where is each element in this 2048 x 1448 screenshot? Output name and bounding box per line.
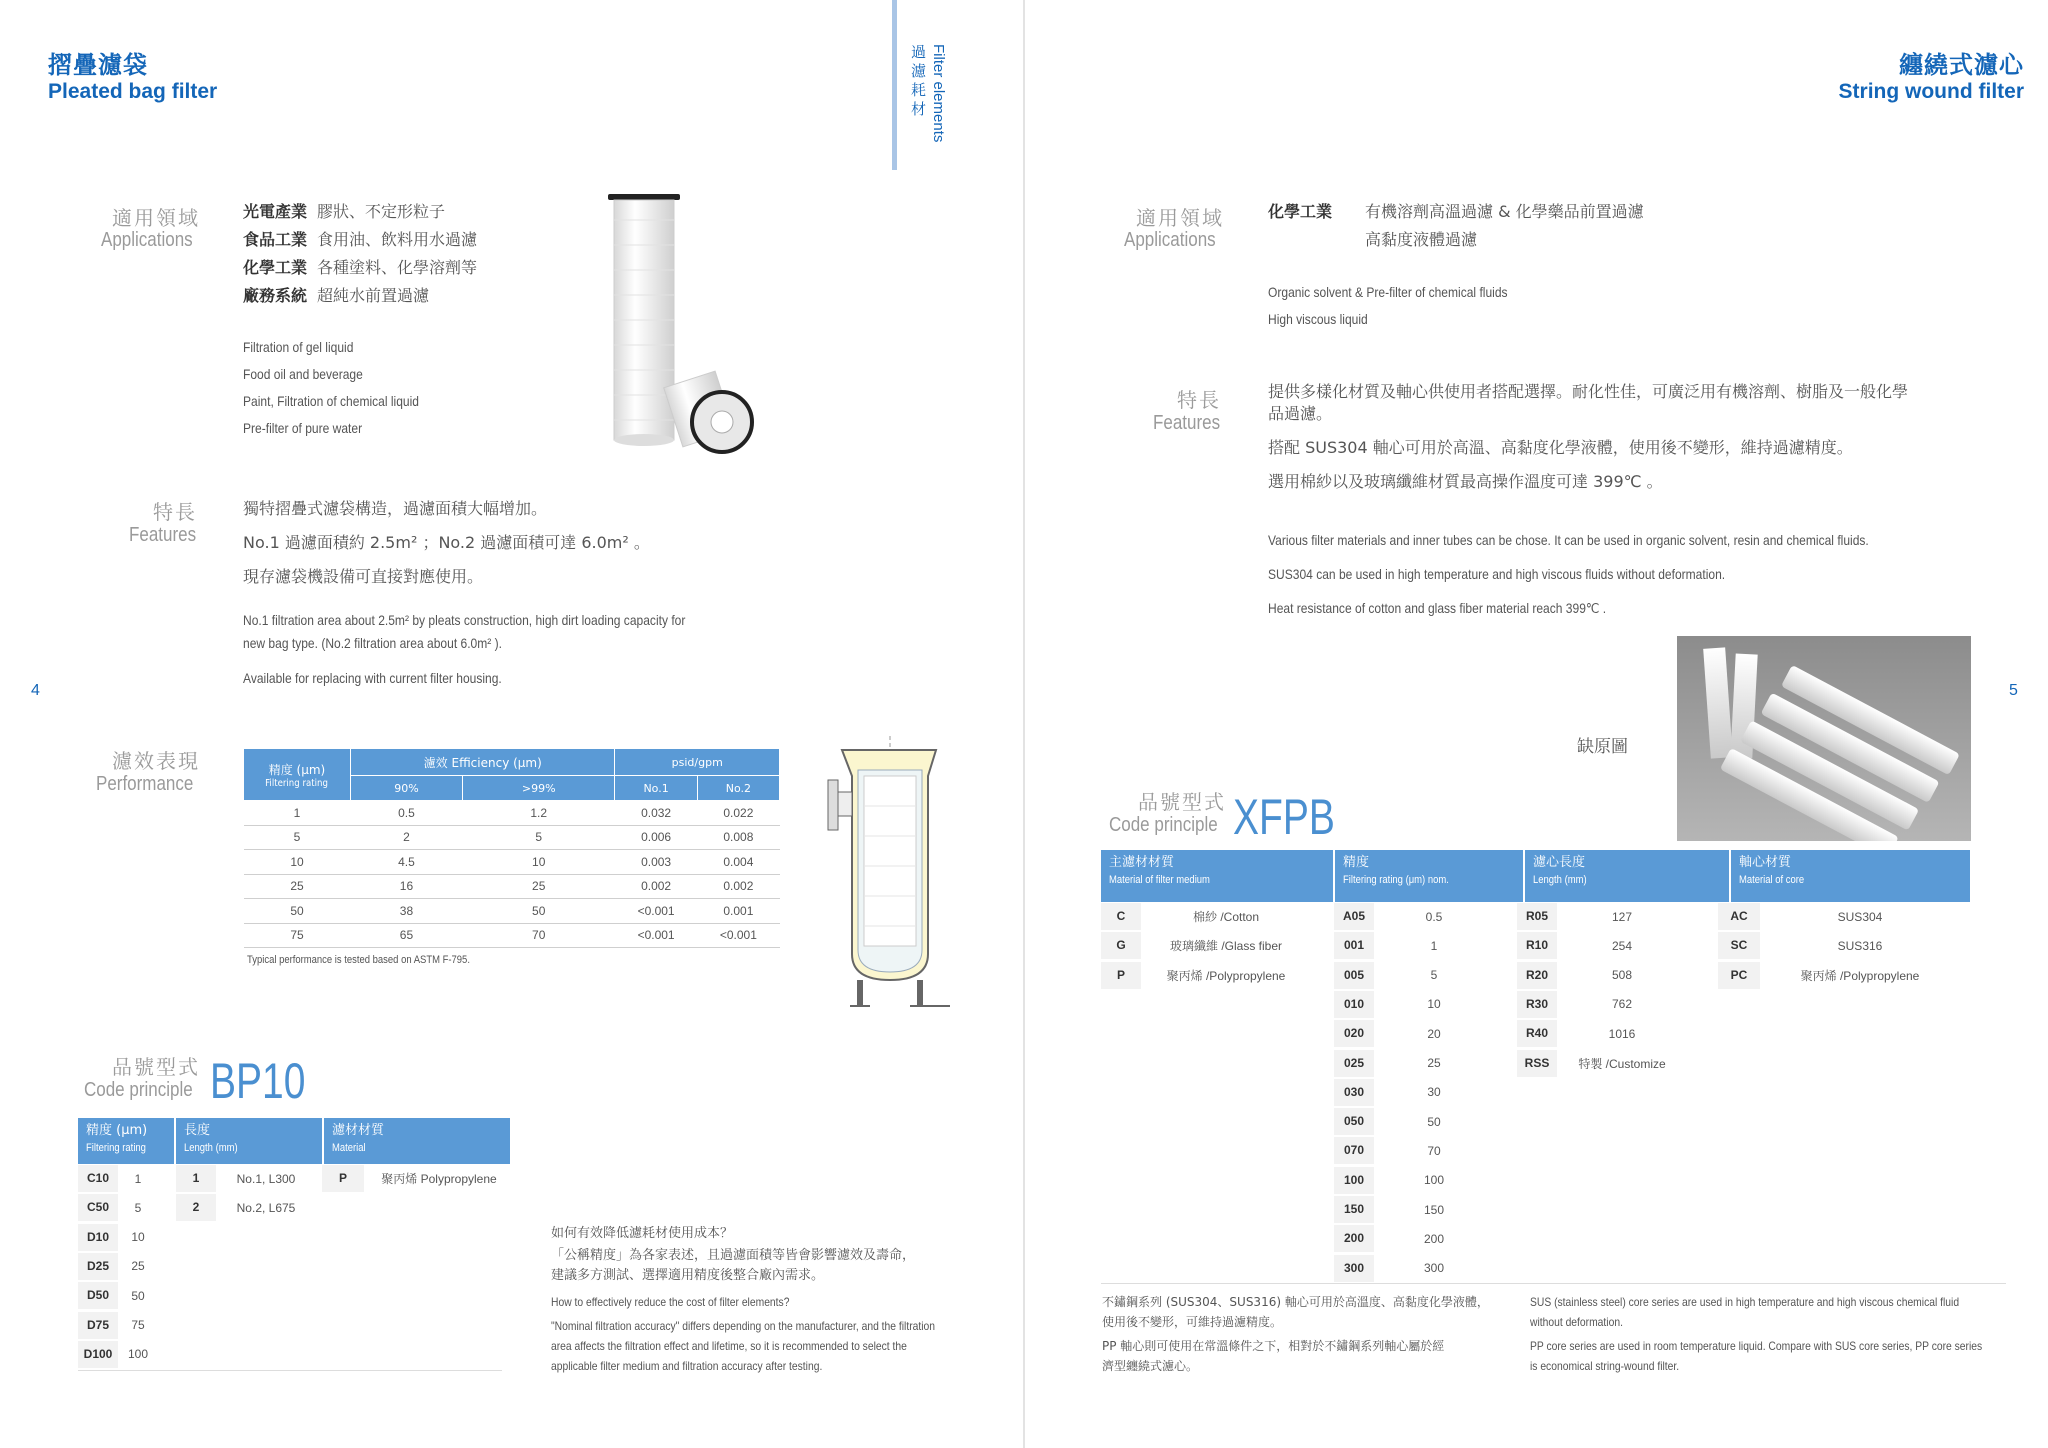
- header-medium: 主濾材材質 Material of filter medium: [1101, 850, 1334, 902]
- code-key: 200: [1334, 1225, 1374, 1252]
- code-row: [1718, 931, 1960, 960]
- code-row: [1517, 1019, 1687, 1048]
- code-row: [1101, 902, 1311, 931]
- applications-label-en: Applications: [1124, 229, 1216, 251]
- code-value: 50: [131, 1288, 145, 1303]
- applications-label-en: Applications: [101, 229, 193, 251]
- code-value: 762: [1611, 997, 1633, 1012]
- performance-cell: 1.2: [530, 805, 548, 820]
- subheader: No.2: [697, 776, 779, 801]
- performance-cell: 0.006: [641, 830, 672, 845]
- xfpb-code-table: [1101, 850, 1970, 902]
- features-label-zh: 特長: [1177, 388, 1221, 412]
- code-principle-label-en: Code principle: [84, 1079, 193, 1101]
- code-key: SC: [1718, 932, 1760, 959]
- code-key: D100: [78, 1341, 118, 1368]
- code-row: [78, 1311, 158, 1340]
- performance-cell: 65: [399, 928, 414, 943]
- code-key: D10: [78, 1224, 118, 1251]
- code-row: [1334, 1078, 1494, 1107]
- features-text-en: No.1 filtration area about 2.5m² by pleats construction, high dirt loading capacity for new bag type. (No.2 filtration area about 6.0m² ). Available for replacing with current filter housing.: [243, 612, 686, 686]
- code-row: [1334, 1224, 1494, 1253]
- code-key: 020: [1334, 1020, 1374, 1047]
- notes-en: SUS (stainless steel) core series are used in high temperature and high viscous chemical fluid without deformation. PP core series are used in room temperature liquid. Compare with SUS core series, PP core series is economical string-wound filter.: [1530, 1295, 1983, 1373]
- code-key: 2: [176, 1194, 216, 1221]
- features-label-zh: 特長: [153, 500, 197, 524]
- code-value: 70: [1427, 1143, 1441, 1158]
- tab-marker: [892, 0, 897, 170]
- code-key: R30: [1517, 991, 1557, 1018]
- code-value: 20: [1427, 1026, 1441, 1041]
- code-row: [1517, 902, 1687, 931]
- code-value: No.1, L300: [236, 1171, 296, 1186]
- features-label-en: Features: [1153, 412, 1221, 434]
- tips-zh: 如何有效降低濾耗材使用成本？ 「公稱精度」為各家表述，且過濾面積等皆會影響濾效及壽命， 建議多方測試、選擇適用精度後整合廠內需求。: [551, 1226, 916, 1283]
- tab-label-en: Filter elements: [930, 44, 947, 143]
- application-item: 化學工業 各種塗料、化學溶劑等: [243, 258, 478, 277]
- performance-cell: 0.032: [641, 805, 672, 820]
- performance-cell: 16: [399, 879, 414, 894]
- header-efficiency: 濾效 Efficiency (μm): [351, 749, 615, 776]
- code-key: 030: [1334, 1079, 1374, 1106]
- header-rating: 精度 (μm) Filtering rating: [78, 1118, 175, 1164]
- code-value: 300: [1423, 1261, 1445, 1276]
- code-row: [1517, 990, 1687, 1019]
- tips-en: How to effectively reduce the cost of filter elements? "Nominal filtration accuracy" differs depending on the manufacturer, and the filtration area affects the filtration effect and lifetime, so it is recommended to select the applicable filter medium and filtration accuracy after testing.: [551, 1295, 936, 1373]
- features-text-zh: 提供多樣化材質及軸心供使用者搭配選擇。耐化性佳，可廣泛用有機溶劑、樹脂及一般化學 品過濾。 搭配 SUS304 軸心可用於高溫、高黏度化學液體，使用後不變形，維持過濾精度。 選用棉紗以及玻璃纖維材質最高操作溫度可達 399℃ 。: [1268, 382, 1909, 491]
- performance-cell: 75: [290, 928, 304, 943]
- applications-list-zh: [243, 198, 477, 310]
- code-row: [1334, 931, 1494, 960]
- performance-label-en: Performance: [96, 773, 194, 795]
- code-value: 玻璃纖維 /Glass fiber: [1169, 939, 1283, 954]
- code-row: [1334, 1136, 1494, 1165]
- performance-table: [243, 748, 780, 948]
- code-key: D50: [78, 1282, 118, 1309]
- code-key: R40: [1517, 1020, 1557, 1047]
- page-title-en: String wound filter: [1838, 80, 2024, 103]
- performance-cell: 10: [290, 854, 304, 869]
- code-row: [1101, 931, 1311, 960]
- code-key: C10: [78, 1165, 118, 1192]
- code-row: [322, 1164, 514, 1193]
- code-value: 5: [134, 1200, 142, 1215]
- code-value: 100: [127, 1347, 149, 1362]
- performance-cell: 0.002: [641, 879, 672, 894]
- code-row: [78, 1340, 158, 1369]
- missing-image-label: 缺原圖: [1577, 737, 1628, 757]
- code-value: 200: [1423, 1231, 1445, 1246]
- code-principle-label-zh: 品號型式: [1138, 790, 1226, 814]
- code-row: [78, 1223, 158, 1252]
- code-row: [78, 1193, 158, 1222]
- applications-category: 化學工業: [1268, 202, 1333, 221]
- code-key: G: [1101, 932, 1141, 959]
- applications-text-en: Organic solvent & Pre-filter of chemical fluids High viscous liquid: [1268, 284, 1508, 327]
- subheader: >99%: [462, 776, 615, 801]
- performance-row: [244, 923, 780, 948]
- code-value: 1: [1430, 938, 1438, 953]
- header-material: 濾材材質 Material: [323, 1118, 510, 1164]
- code-value: 10: [1427, 997, 1441, 1012]
- code-value: 127: [1611, 909, 1633, 924]
- performance-cell: 5: [293, 830, 301, 845]
- performance-cell: 25: [290, 879, 304, 894]
- performance-row: [244, 825, 780, 850]
- code-value: 特製 /Customize: [1578, 1056, 1666, 1071]
- code-row: [1718, 961, 1960, 990]
- code-key: 001: [1334, 932, 1374, 959]
- code-key: D25: [78, 1253, 118, 1280]
- performance-cell: 38: [399, 903, 414, 918]
- performance-cell: 0.002: [723, 879, 754, 894]
- header-length: 長度 Length (mm): [175, 1118, 323, 1164]
- page-title-zh: 纏繞式濾心: [1899, 51, 2024, 79]
- performance-cell: <0.001: [637, 903, 675, 918]
- code-row: [78, 1164, 158, 1193]
- performance-row: [244, 801, 780, 826]
- performance-cell: 0.022: [723, 805, 754, 820]
- performance-row: [244, 899, 780, 924]
- code-value: 25: [1427, 1056, 1441, 1070]
- header-rating: 精度 (μm) Filtering rating: [244, 749, 351, 801]
- code-row: [1718, 902, 1960, 931]
- code-key: 050: [1334, 1108, 1374, 1135]
- performance-cell: 1: [293, 805, 301, 820]
- code-value: No.2, L675: [236, 1200, 296, 1215]
- code-key: R20: [1517, 962, 1557, 989]
- code-row: [1517, 931, 1687, 960]
- code-key: 100: [1334, 1167, 1374, 1194]
- code-key: 025: [1334, 1050, 1374, 1077]
- code-value: 100: [1423, 1173, 1445, 1188]
- code-row: [176, 1164, 316, 1193]
- notes-zh: 不鏽鋼系列 (SUS304、SUS316) 軸心可用於高溫度、高黏度化學液體， 使用後不變形，可維持過濾精度。 PP 軸心則可使用在常溫條件之下，相對於不鏽鋼系列軸心屬於經 濟型纏繞式濾心。: [1102, 1295, 1489, 1373]
- code-value: SUS316: [1837, 938, 1883, 953]
- code-key: 010: [1334, 991, 1374, 1018]
- right-page: [1025, 0, 2048, 1448]
- application-item: 廠務系統 超純水前置過濾: [243, 286, 430, 305]
- performance-label-zh: 濾效表現: [112, 749, 200, 773]
- header-psid: psid/gpm: [615, 749, 780, 776]
- code-row: [1334, 1019, 1494, 1048]
- code-row: [1334, 1166, 1494, 1195]
- features-text-zh: 獨特摺疊式濾袋構造，過濾面積大幅增加。 No.1 過濾面積約 2.5m² ；No.2 過濾面積可達 6.0m² 。 現存濾袋機設備可直接對應使用。: [243, 499, 650, 586]
- performance-cell: 0.004: [723, 854, 754, 869]
- code-value: 50: [1427, 1114, 1441, 1129]
- performance-cell: 5: [535, 830, 543, 845]
- code-row: [1334, 1107, 1494, 1136]
- code-key: AC: [1718, 903, 1760, 930]
- page-number: 4: [31, 682, 40, 699]
- filter-housing-diagram: [824, 736, 954, 1008]
- code-row: [1334, 990, 1494, 1019]
- page-title-zh: 摺疊濾袋: [48, 51, 148, 79]
- code-value: 254: [1611, 938, 1633, 953]
- code-principle-label-zh: 品號型式: [112, 1055, 200, 1079]
- performance-note: Typical performance is tested based on ASTM F-795.: [247, 954, 470, 966]
- code-value: 30: [1427, 1085, 1441, 1100]
- performance-cell: 0.008: [723, 830, 754, 845]
- code-row: [1334, 961, 1494, 990]
- left-page: [0, 0, 1023, 1448]
- page-number: 5: [2009, 682, 2018, 699]
- subheader: No.1: [615, 776, 697, 801]
- code-row: [1334, 1195, 1494, 1224]
- code-value: 1016: [1608, 1026, 1636, 1041]
- code-key: R05: [1517, 903, 1557, 930]
- code-value: 75: [131, 1318, 145, 1332]
- applications-text-zh: 有機溶劑高溫過濾 & 化學藥品前置過濾 高黏度液體過濾: [1365, 202, 1644, 249]
- application-item: 食品工業 食用油、飲料用水過濾: [243, 230, 478, 249]
- code-value: 5: [1430, 968, 1438, 983]
- performance-row: [244, 850, 780, 875]
- code-value: 棉紗 /Cotton: [1192, 910, 1260, 924]
- code-key: P: [322, 1165, 364, 1192]
- performance-cell: 70: [532, 928, 546, 943]
- code-key: 150: [1334, 1196, 1374, 1223]
- applications-label-zh: 適用領域: [1136, 206, 1224, 230]
- performance-cell: 50: [290, 903, 304, 918]
- code-row: [78, 1281, 158, 1310]
- performance-cell: <0.001: [719, 928, 757, 943]
- performance-cell: 0.5: [398, 805, 415, 820]
- performance-cell: 2: [403, 830, 410, 845]
- performance-cell: 10: [532, 854, 546, 869]
- applications-label-zh: 適用領域: [112, 206, 200, 230]
- code-row: [1334, 1049, 1494, 1078]
- code-row: [1334, 902, 1494, 931]
- divider: [1101, 1283, 2006, 1284]
- code-principle-label-en: Code principle: [1109, 814, 1218, 836]
- code-value: 150: [1423, 1202, 1445, 1217]
- code-value: 25: [131, 1259, 145, 1274]
- code-key: 005: [1334, 962, 1374, 989]
- code-row: [78, 1252, 158, 1281]
- bp10-code-table: [78, 1118, 510, 1164]
- performance-cell: <0.001: [637, 928, 675, 943]
- code-value: 1: [134, 1171, 142, 1186]
- code-key: PC: [1718, 962, 1760, 989]
- code-key: A05: [1334, 903, 1374, 930]
- features-text-en: Various filter materials and inner tubes can be chose. It can be used in organic solvent, resin and chemical fluids. SUS304 can be used in high temperature and high viscous fluids without deformation. Heat resistance of cotton and glass fiber material reach 399℃ .: [1268, 532, 1869, 616]
- code-value: SUS304: [1837, 909, 1883, 924]
- performance-cell: 25: [532, 879, 546, 894]
- applications-list-en: Filtration of gel liquid Food oil and beverage Paint, Filtration of chemical liquid Pre-filter of pure water: [243, 339, 420, 436]
- code-row: [176, 1193, 316, 1222]
- header-length: 濾心長度 Length (mm): [1524, 850, 1730, 902]
- code-name: BP10: [210, 1053, 306, 1109]
- code-row: [1334, 1254, 1494, 1283]
- code-key: D75: [78, 1312, 118, 1339]
- code-name: XFPB: [1233, 789, 1335, 845]
- performance-row: [244, 874, 780, 899]
- code-row: [1517, 1049, 1687, 1078]
- subheader: 90%: [351, 776, 463, 801]
- code-value: 聚丙烯 /Polypropylene: [1800, 968, 1920, 983]
- divider: [78, 1370, 502, 1371]
- performance-cell: 50: [532, 903, 546, 918]
- performance-cell: 0.003: [641, 854, 672, 869]
- performance-cell: 0.001: [723, 903, 754, 918]
- code-key: 300: [1334, 1255, 1374, 1282]
- code-value: 聚丙烯 Polypropylene: [381, 1172, 497, 1186]
- features-label-en: Features: [129, 524, 197, 546]
- code-value: 聚丙烯 /Polypropylene: [1166, 968, 1286, 983]
- pleated-bag-filter-image: [600, 190, 760, 460]
- code-key: C50: [78, 1194, 118, 1221]
- code-key: C: [1101, 903, 1141, 930]
- header-core: 軸心材質 Material of core: [1730, 850, 1970, 902]
- code-key: R10: [1517, 932, 1557, 959]
- string-wound-filter-image: [1677, 636, 1971, 841]
- performance-cell: 4.5: [398, 854, 415, 869]
- code-row: [1517, 961, 1687, 990]
- code-value: 10: [131, 1230, 145, 1245]
- code-value: 0.5: [1425, 909, 1443, 924]
- code-key: 1: [176, 1165, 216, 1192]
- application-item: 光電產業 膠狀、不定形粒子: [243, 202, 446, 221]
- code-key: P: [1101, 962, 1141, 989]
- page-title-en: Pleated bag filter: [48, 80, 218, 103]
- code-key: RSS: [1517, 1050, 1557, 1077]
- code-value: 508: [1611, 968, 1633, 983]
- code-row: [1101, 961, 1311, 990]
- code-key: 070: [1334, 1137, 1374, 1164]
- header-rating: 精度 Filtering rating (μm) nom.: [1334, 850, 1524, 902]
- tab-label-zh: 過濾耗材: [909, 44, 927, 120]
